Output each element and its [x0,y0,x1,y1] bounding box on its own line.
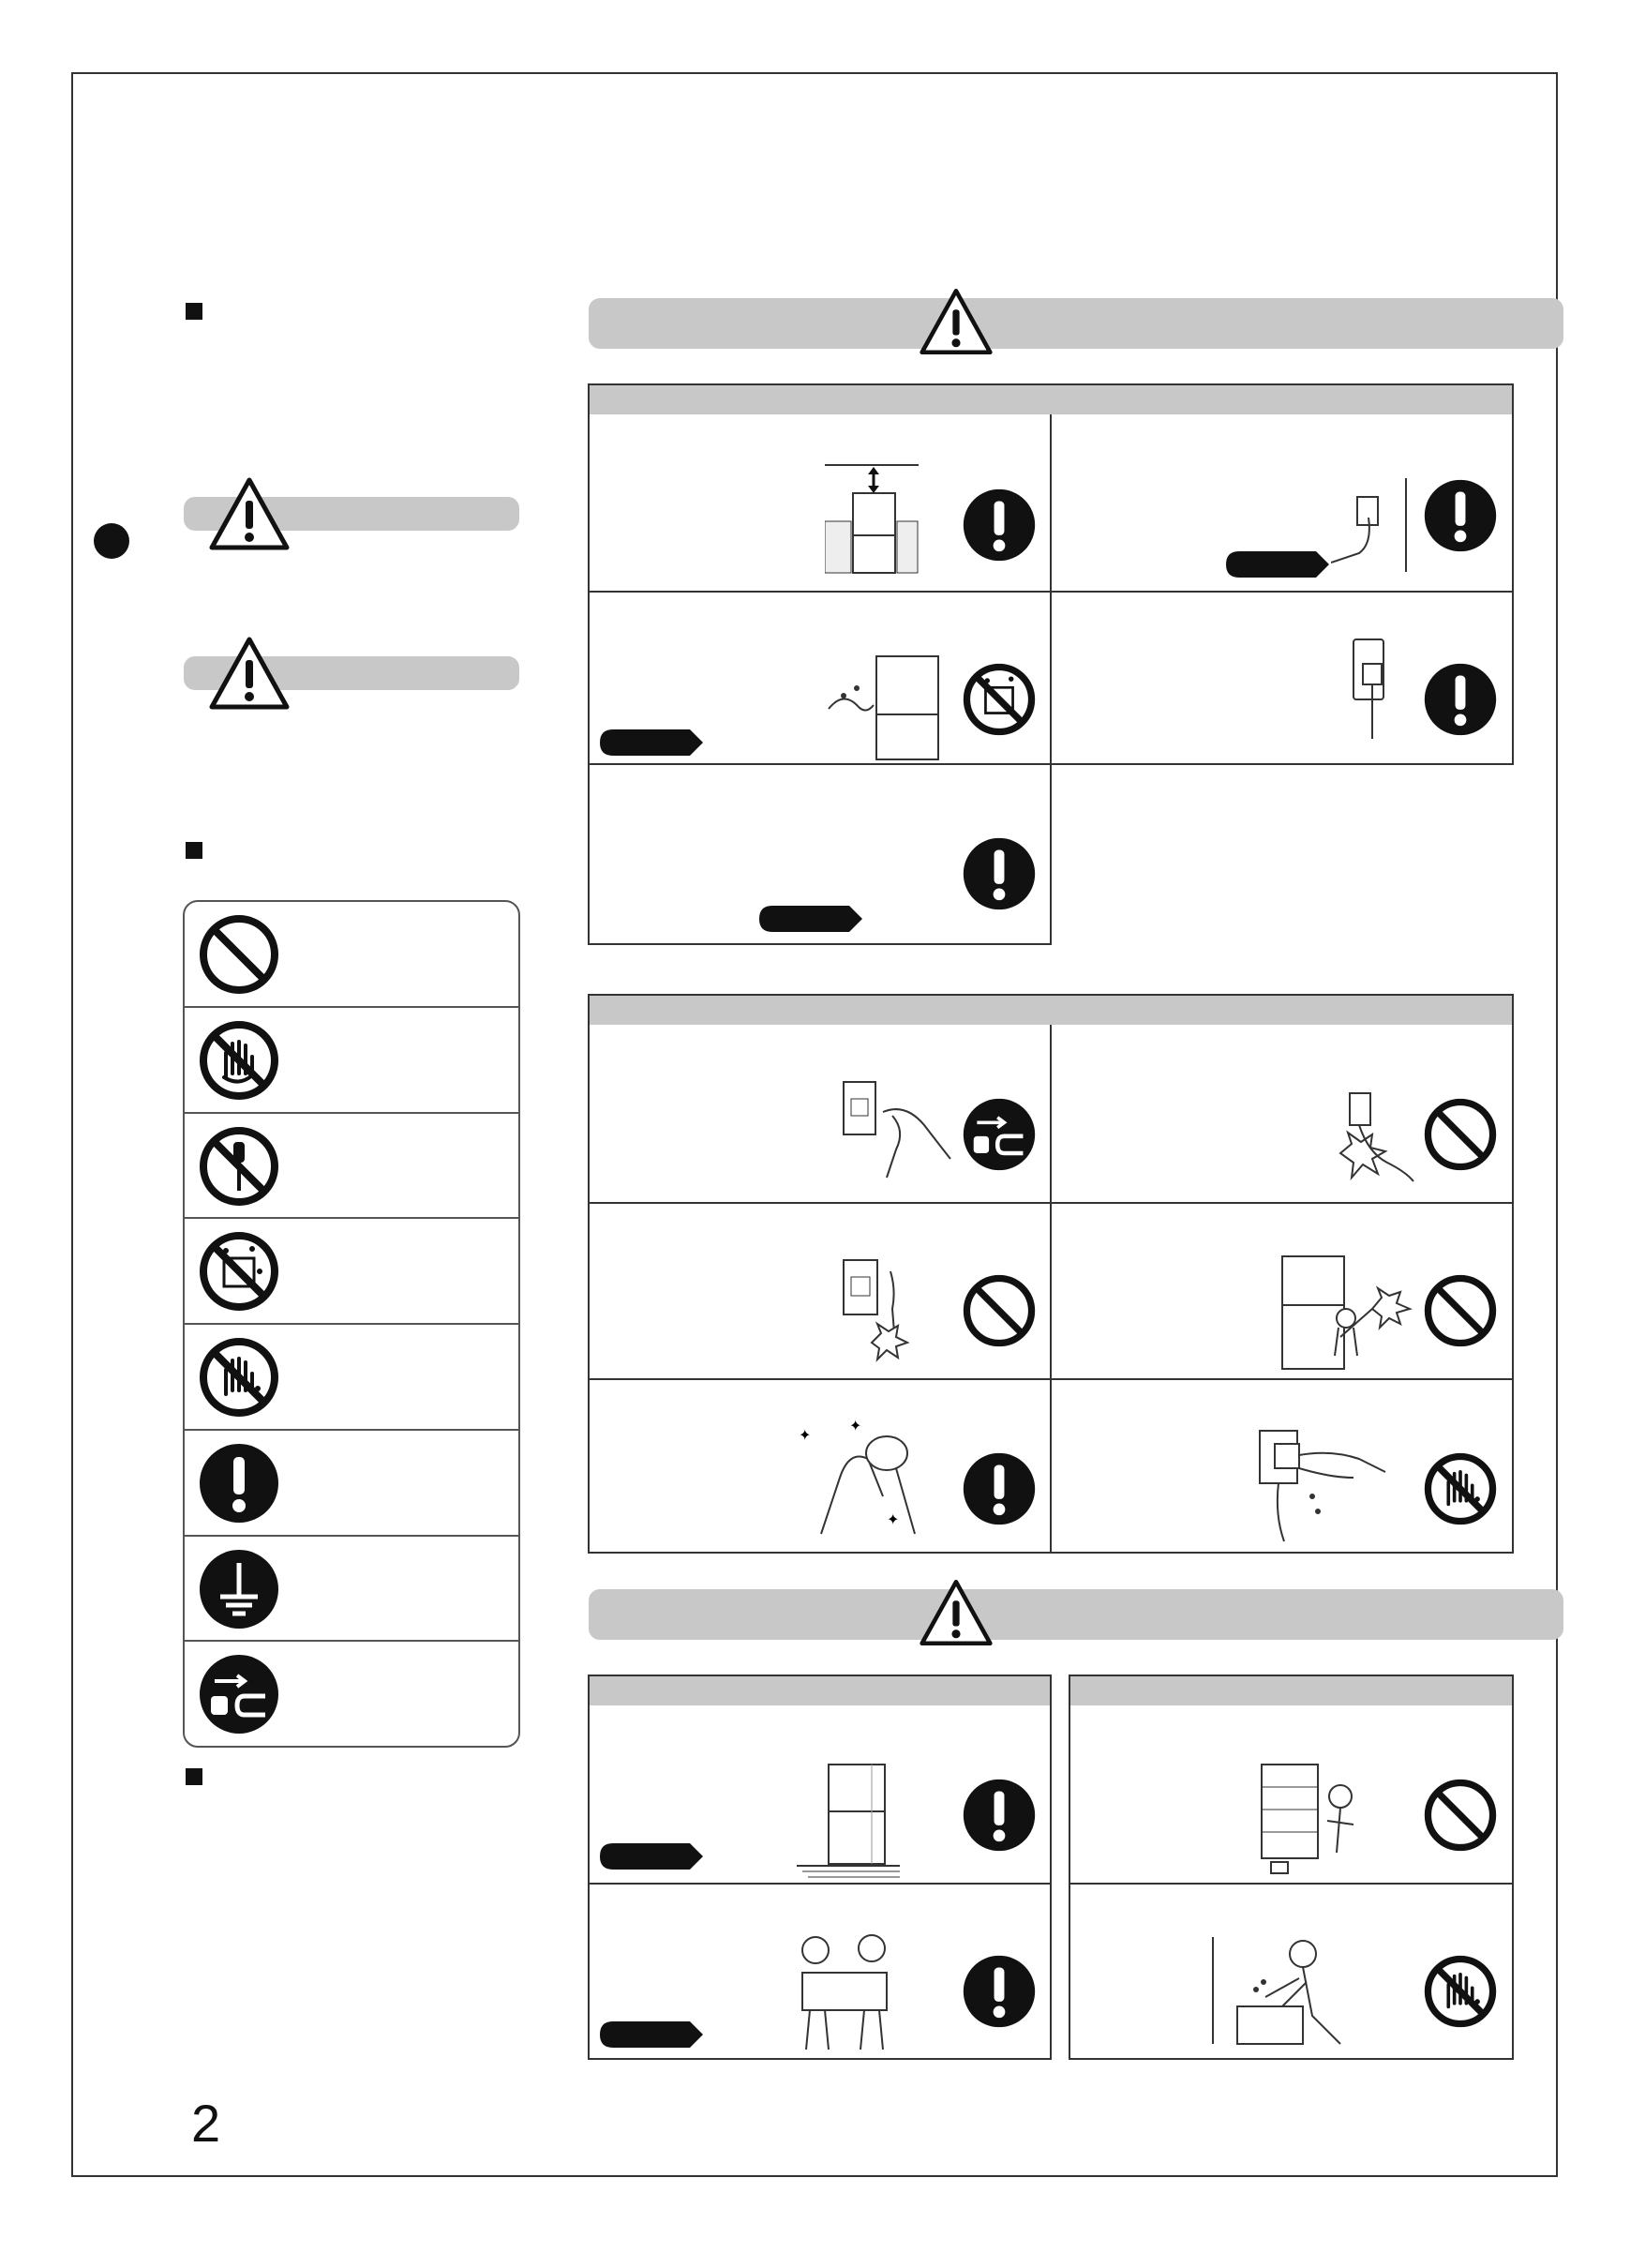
no-wet-hands-icon [1423,1451,1498,1526]
reference-tag [1226,551,1329,578]
plug-insert-illustration [1350,636,1397,739]
fridge-level-floor-illustration [797,1759,900,1879]
circle-marker [94,523,129,559]
svg-text:✦: ✦ [849,1417,862,1434]
section-bullet [186,303,202,320]
prohibited-icon [198,913,280,996]
reference-tag [759,906,862,932]
prohibited-icon [962,1273,1037,1348]
do-not-disassemble-icon [198,1125,280,1208]
mandatory-icon [198,1442,280,1525]
keep-away-from-water-icon [198,1230,280,1313]
no-wet-hands-icon [1423,1954,1498,2029]
fridge-clearance-illustration [825,456,919,578]
legend-row [185,1219,518,1325]
page-number: 2 [191,2094,221,2153]
section-bullet [186,1768,202,1785]
mandatory-icon [1423,662,1498,737]
cleaning-plug-dust-illustration [793,1412,930,1541]
legend-row [185,902,518,1008]
svg-text:✦: ✦ [799,1426,812,1444]
reference-tag [600,729,703,756]
legend-row [185,1642,518,1748]
legend-row [185,1537,518,1643]
unplug-icon [198,1653,280,1735]
two-people-carrying-illustration [778,1928,909,2051]
caution-section-bar [589,1589,1563,1640]
prohibited-icon [1423,1778,1498,1853]
legend-row [185,1008,518,1114]
outlet-plug-illustration [1331,478,1415,572]
wet-hands-freezer-illustration [1209,1931,1368,2050]
unplug-hand-illustration [840,1074,952,1187]
warning-triangle-icon [919,287,994,356]
panel-header [588,383,1514,416]
legend-row [185,1325,518,1431]
legend-row [185,1114,518,1220]
panel-header [1069,1675,1514,1707]
unplug-icon [962,1097,1037,1172]
mandatory-icon [962,1451,1037,1526]
mandatory-icon [1423,478,1498,553]
loose-outlet-spark-illustration [840,1253,943,1365]
mandatory-icon [962,836,1037,911]
keep-away-from-water-icon [962,662,1037,737]
reference-tag [600,1843,703,1870]
reference-tag [600,2021,703,2048]
wet-hand-plug-illustration [1256,1421,1387,1543]
panel-header [588,994,1514,1027]
child-outlet-illustration [1279,1253,1419,1376]
prohibited-icon [1423,1097,1498,1172]
warning-triangle-icon [208,476,291,551]
panel-header [588,1675,1052,1707]
warning-section-bar [589,298,1563,349]
legend-row [185,1431,518,1537]
ground-icon [198,1548,280,1630]
damaged-cord-spark-illustration [1331,1088,1415,1191]
section-bullet [186,842,202,859]
fridge-water-splash-illustration [825,653,947,765]
do-not-touch-icon [198,1019,280,1102]
mandatory-icon [962,1778,1037,1853]
items-falling-from-fridge-illustration [1252,1759,1374,1881]
svg-text:✦: ✦ [887,1510,900,1528]
mandatory-icon [962,488,1037,563]
symbol-legend [183,900,520,1748]
mandatory-icon [962,1954,1037,2029]
warning-triangle-icon [208,636,291,711]
warning-triangle-icon [919,1578,994,1647]
no-wet-hands-icon [198,1336,280,1419]
prohibited-icon [1423,1273,1498,1348]
